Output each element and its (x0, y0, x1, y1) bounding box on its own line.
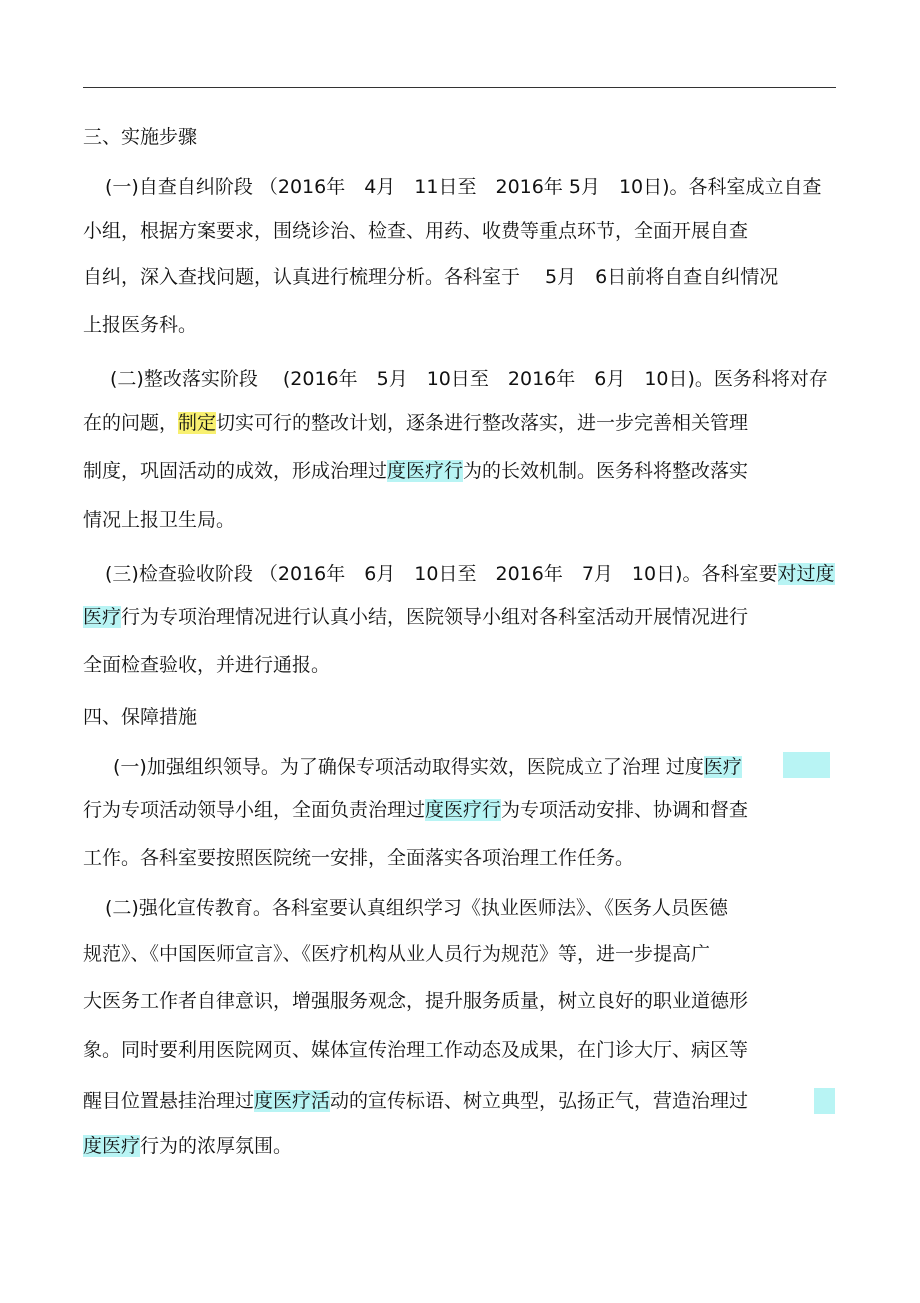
highlighted-text: 制定 (178, 412, 217, 434)
text-line: (二)整改落实阶段 (2016年 5月 10日至 2016年 6月 10日)。医务科将对存 (110, 368, 828, 390)
text-line: 象。同时要利用医院网页、媒体宣传治理工作动态及成果，在门诊大厅、病区等 (83, 1039, 749, 1061)
text-line: (一)自查自纠阶段 （2016年 4月 11日至 2016年 5月 10日)。各科室成立自查 (105, 176, 822, 198)
text-line: 大医务工作者自律意识，增强服务观念，提升服务质量，树立良好的职业道德形 (83, 990, 749, 1012)
highlighted-text: 对过度 (777, 563, 835, 585)
text-line (83, 797, 748, 823)
text-line (83, 410, 748, 436)
text-segment: (三)检查验收阶段 （2016年 6月 10日至 2016年 7月 10日)。各科室要 (105, 563, 778, 585)
text-segment: 切实可行的整改计划，逐条进行整改落实，进一步完善相关管理 (216, 412, 749, 434)
highlighted-text: 度医疗行 (425, 799, 502, 821)
text-line: 全面检查验收，并进行通报。 (83, 654, 331, 676)
text-line: 规范》、《中国医师宣言》、《医疗机构从业人员行为规范》等，进一步提高广 (83, 943, 711, 965)
text-line: 上报医务科。 (83, 314, 198, 336)
text-segment: 为的长效机制。医务科将整改落实 (463, 460, 749, 482)
text-segment: 为专项活动安排、协调和督查 (501, 799, 749, 821)
section-heading-measures: 四、保障措施 (83, 706, 198, 728)
text-line: 自纠，深入查找问题，认真进行梳理分析。各科室于 5月 6日前将自查自纠情况 (83, 266, 779, 288)
highlight-mark (783, 752, 830, 778)
text-line (83, 1133, 292, 1159)
highlighted-text: 度医疗 (83, 1135, 141, 1157)
highlighted-text: 度医疗行 (387, 460, 464, 482)
text-line: 工作。各科室要按照医院统一安排，全面落实各项治理工作任务。 (83, 847, 635, 869)
highlighted-text: 度医疗活 (254, 1090, 331, 1112)
text-segment: 行为的浓厚氛围。 (140, 1135, 293, 1157)
text-line (83, 604, 748, 630)
header-rule (83, 87, 836, 88)
text-segment: 制度，巩固活动的成效，形成治理过 (83, 460, 388, 482)
highlighted-text: 医疗 (703, 756, 742, 778)
text-line: (二)强化宣传教育。各科室要认真组织学习《执业医师法》、《医务人员医德 (105, 897, 728, 919)
highlight-mark (814, 1088, 835, 1114)
text-line (105, 561, 835, 587)
text-segment: 醒目位置悬挂治理过 (83, 1090, 255, 1112)
text-line (83, 1088, 748, 1114)
text-segment: (一)加强组织领导。为了确保专项活动取得实效，医院成立了治理 过度 (113, 756, 704, 778)
text-segment: 行为专项治理情况进行认真小结，医院领导小组对各科室活动开展情况进行 (121, 606, 749, 628)
text-line (83, 458, 748, 484)
highlighted-text: 医疗 (83, 606, 122, 628)
text-line: 小组，根据方案要求，围绕诊治、检查、用药、收费等重点环节，全面开展自查 (83, 220, 749, 242)
section-heading-steps: 三、实施步骤 (83, 126, 198, 148)
text-segment: 在的问题， (83, 412, 179, 434)
text-segment: 动的宣传标语、树立典型，弘扬正气，营造治理过 (330, 1090, 749, 1112)
text-line (113, 754, 742, 780)
text-segment: 行为专项活动领导小组，全面负责治理过 (83, 799, 426, 821)
text-line: 情况上报卫生局。 (83, 509, 236, 531)
